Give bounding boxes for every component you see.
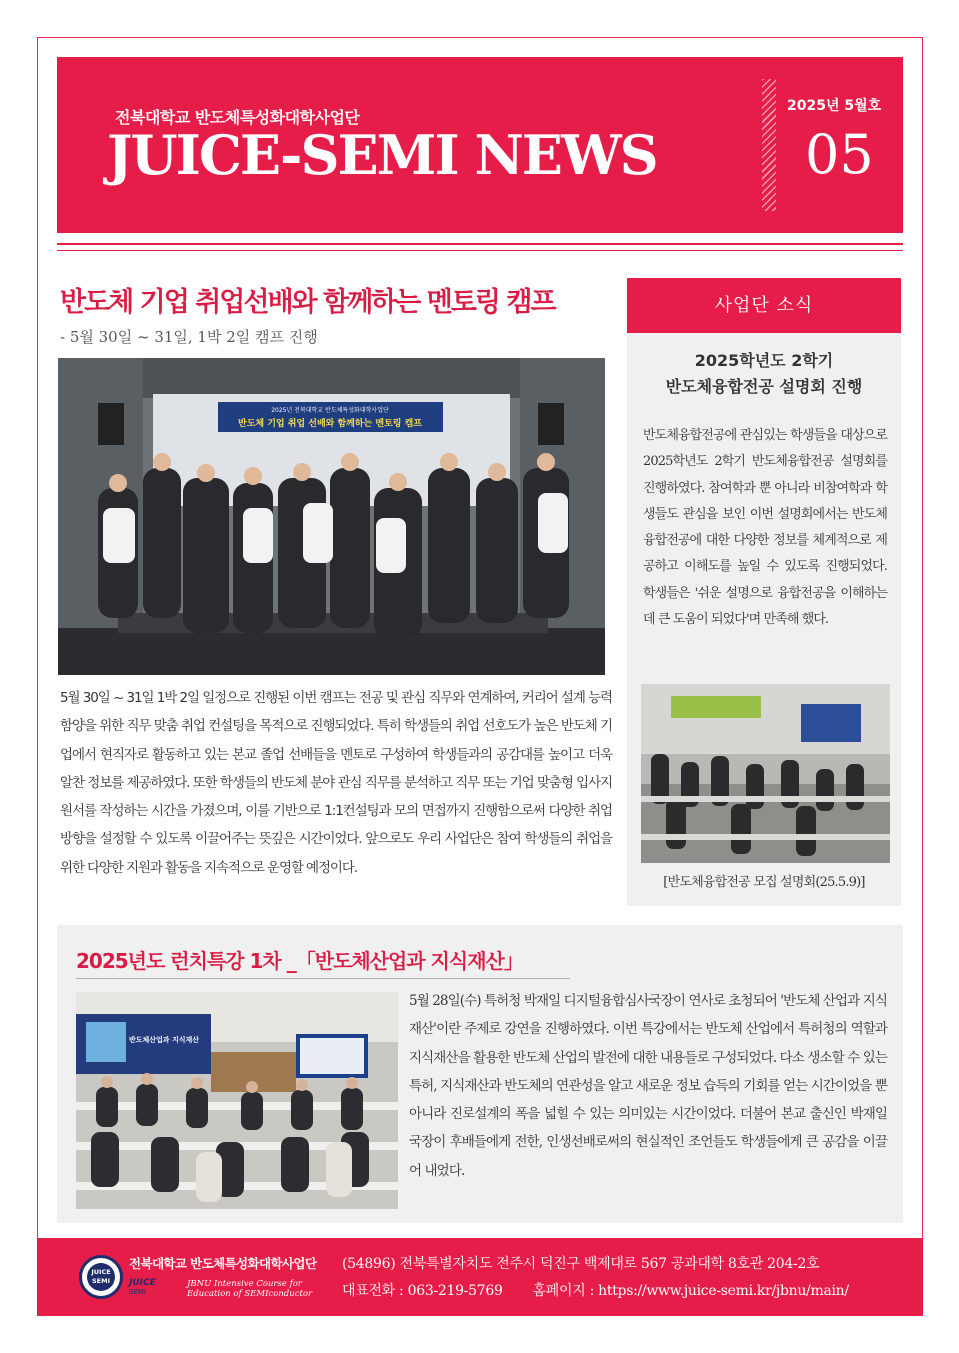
main-article-subtitle: - 5월 30일 ~ 31일, 1박 2일 캠프 진행: [60, 328, 318, 346]
footer-address: (54896) 전북특별자치도 전주시 덕진구 백제대로 567 공과대학 8호관 204-2호: [342, 1256, 820, 1272]
sidebar-title-line1: 2025학년도 2학기: [694, 351, 834, 370]
juice-semi-logo: [79, 1255, 123, 1299]
issue-date: 2025년 5월호: [787, 98, 882, 114]
footer-juice-wordmark: JUICE: [129, 1278, 156, 1288]
issue-number: 05: [805, 123, 874, 186]
header-org: 전북대학교 반도체특성화대학사업단: [115, 108, 360, 127]
juice-semi-logo-text: JUICE SEMI: [87, 1263, 115, 1291]
footer-contact: [342, 1280, 849, 1300]
main-article-title: 반도체 기업 취업선배와 함께하는 멘토링 캠프: [60, 287, 555, 318]
footer-org: 전북대학교 반도체특성화대학사업단: [129, 1256, 317, 1271]
footer-program-name: [187, 1279, 312, 1299]
footer: [37, 1238, 923, 1316]
newsletter-title: JUICE-SEMI NEWS: [107, 123, 657, 187]
main-article-body: 5월 30일 ~ 31일 1박 2일 일정으로 진행된 이번 캠프는 전공 및 관심 직무와 연계하여, 커리어 설계 능력 함양을 위한 직무 맞춤 취업 컨설팅을 목적으로 진행되었다. 특히 학생들의 취업 선호도가 높은 반도체 기업에서 현직자로 활동하고 있는 본교 졸업 선배들을 멘토로 구성하여 학생들과의 공감대를 높이고 더욱 알찬 정보를 제공하였다. 또한 학생들의 반도체 분야 관심 직무를 분석하고 직무 또는 기업 맞춤형 입사지원서를 작성하는 시간을 가졌으며, 이를 기반으로 1:1컨설팅과 모의 면접까지 진행함으로써 다양한 취업 방향을 설정할 수 있도록 이끌어주는 뜻깊은 시간이었다. 앞으로도 우리 사업단은 참여 학생들의 취업을 위한 다양한 지원과 활동을 지속적으로 운영할 예정이다.: [60, 690, 612, 876]
sidebar-title-line2: 반도체융합전공 설명회 진행: [665, 377, 863, 396]
footer-semi-wordmark: SEMI: [129, 1288, 146, 1296]
lecture-body: 5월 28일(수) 특허청 박재일 디지털융합심사국장이 연사로 초청되어 '반도체 산업과 지식재산'이란 주제로 강연을 진행하였다. 이번 특강에서는 반도체 산업에서 특허청의 역할과 지식재산을 활용한 반도체 산업의 발전에 대한 내용들로 구성되었다. 다소 생소할 수 있는 특허, 지식재산과 반도체의 연관성을 알고 새로운 정보 습득의 기회를 얻는 시간이었을 뿐 아니라 진로설계의 폭을 넓힐 수 있는 의미있는 시간이었다. 더불어 본교 출신인 박재일 국장이 후배들에게 전한, 인생선배로써의 현실적인 조언들도 학생들에게 큰 공감을 이끌어 내었다.: [409, 993, 887, 1179]
footer-homepage-link[interactable]: 홈페이지 : https://www.juice-semi.kr/jbnu/main/: [532, 1283, 849, 1299]
footer-phone: 대표전화 : 063-219-5769: [342, 1283, 503, 1299]
lecture-title: 2025년도 런치특강 1차 _「반도체산업과 지식재산」: [76, 949, 523, 973]
footer-program-line2: Education of SEMIconductor: [187, 1289, 313, 1299]
header-banner: [57, 57, 903, 233]
footer-program-line1: JBNU Intensive Course for: [187, 1279, 302, 1289]
lunch-lecture-photo: [76, 992, 398, 1209]
photo-banner-line2: 반도체 기업 취업 선배와 함께하는 멘토링 캠프: [238, 419, 422, 429]
header-rule: [57, 243, 903, 245]
header-divider: [762, 79, 776, 211]
mentoring-camp-photo: [58, 358, 605, 675]
lecture-title-rule: [76, 978, 570, 979]
sidebar-body: 반도체융합전공에 관심있는 학생들을 대상으로 2025학년도 2학기 반도체융합전공 설명회를 진행하였다. 참여학과 뿐 아니라 비참여학과 학생들도 관심을 보인 이번 설명회에서는 반도체융합전공에 대한 다양한 정보를 체계적으로 제공하고 이해도를 높일 수 있도록 진행되었다. 학생들은 '쉬운 설명으로 융합전공을 이해하는데 큰 도움이 되었다'며 만족해 했다.: [643, 428, 887, 628]
info-session-caption: [반도체융합전공 모집 설명회(25.5.9)]: [663, 875, 865, 890]
info-session-photo: [641, 684, 890, 863]
header-rule-thin: [57, 250, 903, 251]
lecture-photo-banner: 반도체산업과 지식재산: [128, 1036, 200, 1044]
photo-banner-line1: 2025년 전북대학교 반도체특성화대학사업단: [271, 407, 389, 414]
sidebar-header: 사업단 소식: [627, 278, 901, 333]
sidebar-title: [627, 348, 901, 400]
